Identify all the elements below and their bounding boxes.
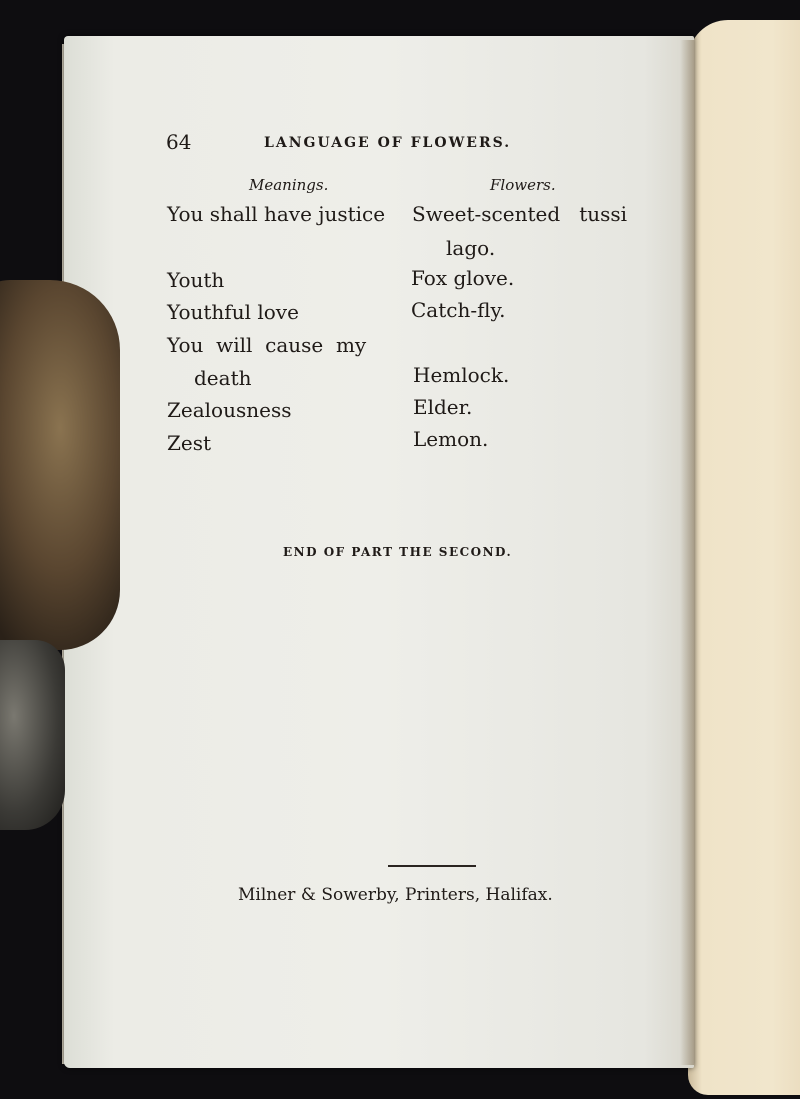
holding-thumb bbox=[0, 280, 120, 650]
end-note: END OF PART THE SECOND. bbox=[283, 545, 513, 559]
meaning: Zealousness bbox=[167, 398, 292, 422]
running-title: LANGUAGE OF FLOWERS. bbox=[264, 135, 512, 151]
printer-imprint: Milner & Sowerby, Printers, Halifax. bbox=[238, 885, 553, 905]
gutter-shadow bbox=[680, 40, 694, 1065]
meaning: Youth bbox=[167, 268, 225, 292]
facing-page bbox=[688, 20, 800, 1095]
flower: Lemon. bbox=[413, 427, 489, 451]
flower: Elder. bbox=[413, 395, 473, 419]
meanings-header: Meanings. bbox=[249, 176, 329, 194]
flower-cont: lago. bbox=[446, 236, 496, 260]
page-number: 64 bbox=[166, 130, 192, 154]
flower: Hemlock. bbox=[413, 363, 510, 387]
meaning: You will cause my bbox=[167, 333, 367, 357]
flower: Catch-fly. bbox=[411, 298, 506, 322]
meaning: You shall have justice bbox=[167, 202, 386, 226]
divider-rule bbox=[388, 865, 476, 867]
flowers-header: Flowers. bbox=[490, 176, 556, 194]
meaning: Zest bbox=[167, 431, 212, 455]
metal-object bbox=[0, 640, 65, 830]
meaning-cont: death bbox=[194, 366, 252, 390]
meaning: Youthful love bbox=[167, 300, 299, 324]
flower: Sweet-scented tussi bbox=[412, 202, 628, 226]
flower: Fox glove. bbox=[411, 266, 515, 290]
